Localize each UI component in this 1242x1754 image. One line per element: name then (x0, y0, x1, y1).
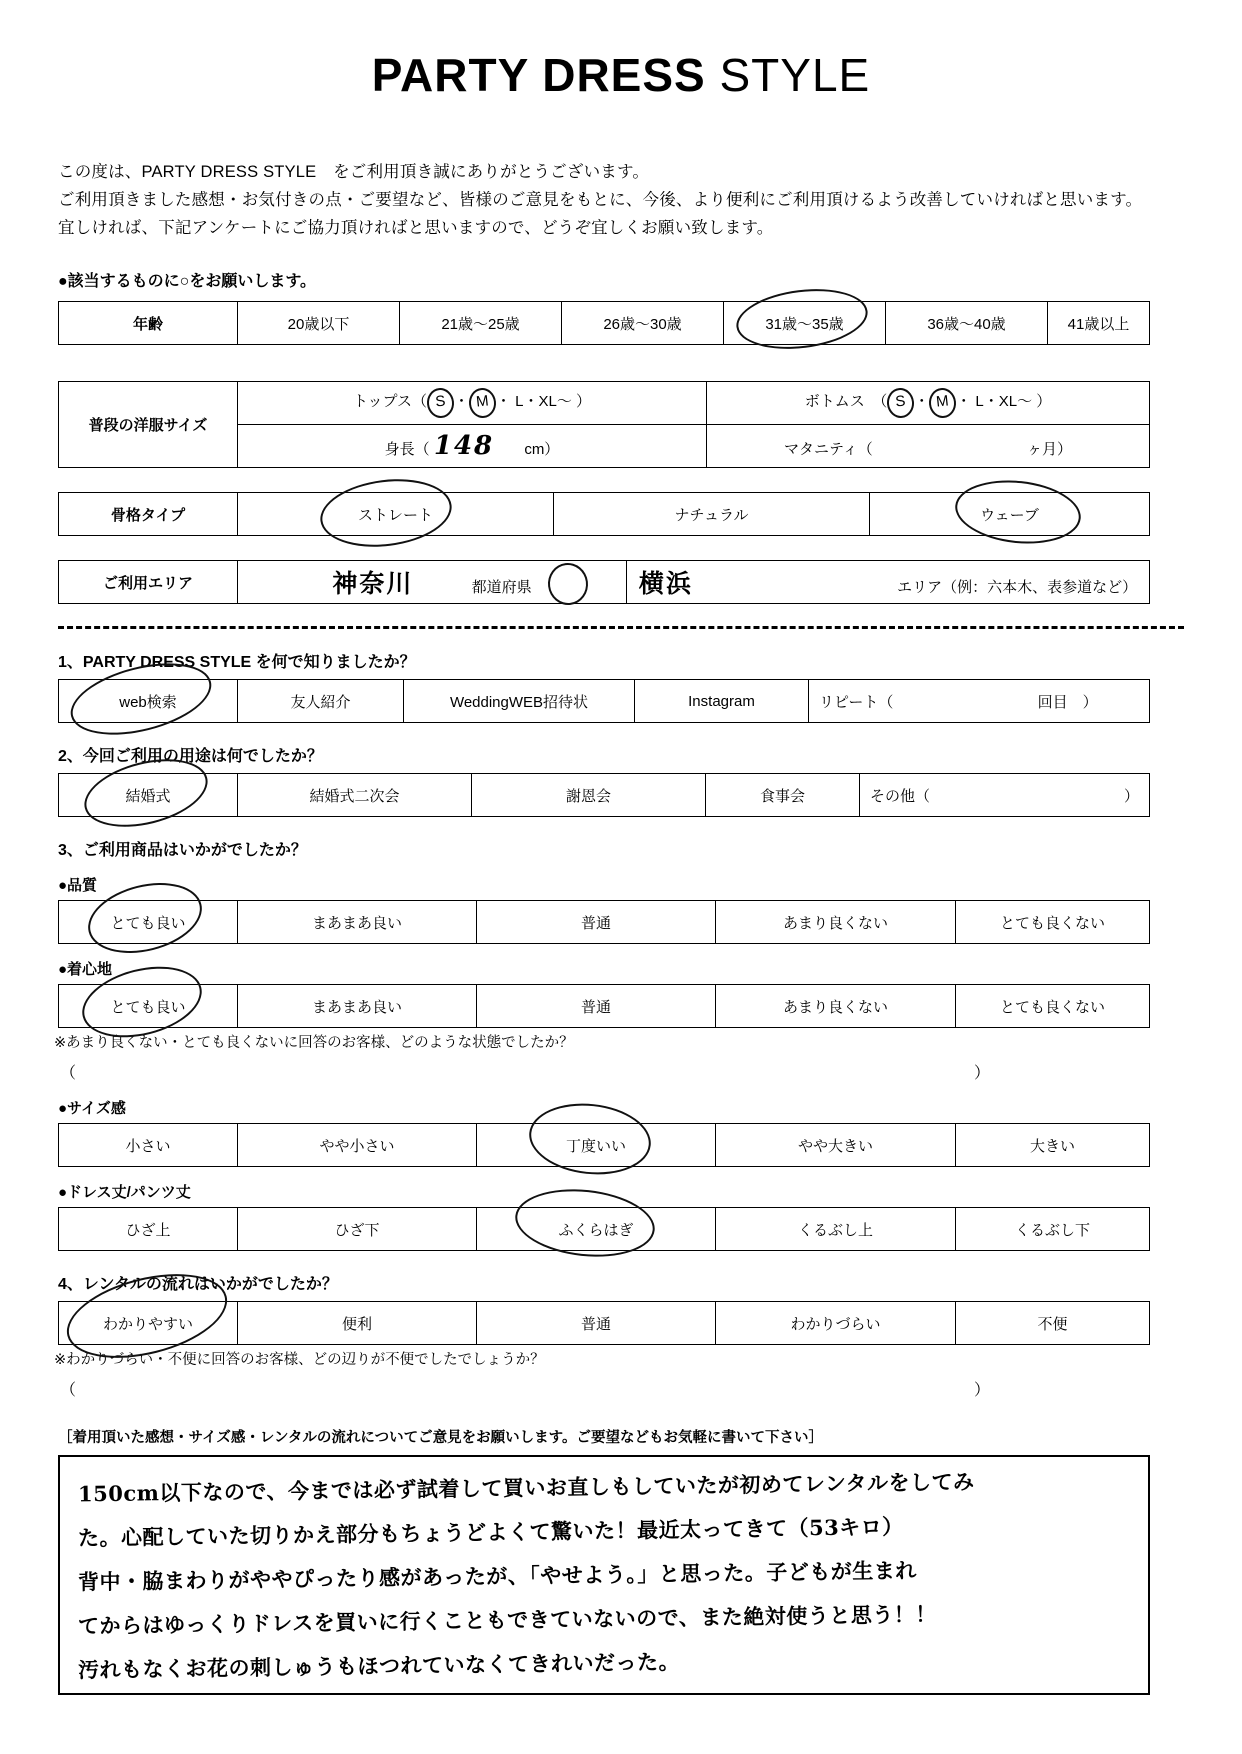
q2-other-close: ） (1123, 787, 1139, 805)
frame-type-label: 骨格タイプ (59, 493, 238, 536)
table-row (59, 1302, 1150, 1345)
free-comment-box[interactable] (58, 1455, 1150, 1695)
prefecture-suffix: 都道府県 (471, 579, 532, 596)
maternity-unit: ヶ月） (1026, 441, 1072, 458)
circle-instruction: ●該当するものに○をお願いします。 (58, 273, 317, 290)
page-title (0, 48, 1242, 102)
age-option-4[interactable]: 36歳〜40歳 (886, 302, 1048, 345)
table-row (59, 1124, 1150, 1167)
q4-note: ※わかりづらい・不便に回答のお客様、どの辺りが不便でしたでしょうか？ (54, 1352, 545, 1368)
height-cell[interactable] (238, 425, 707, 468)
q4-option-0[interactable] (59, 1302, 238, 1345)
prefecture-cell[interactable] (238, 561, 627, 604)
q2-option-afterparty[interactable]: 結婚式二次会 (238, 774, 472, 817)
quality-option-2[interactable]: 普通 (477, 901, 716, 944)
q1-repeat-close: 回目 ） (1037, 693, 1098, 711)
fit-option-0[interactable]: 小さい (59, 1124, 238, 1167)
q1-repeat-open: リピート（ (819, 693, 894, 711)
question-1-table (58, 679, 1150, 723)
question-4-table (58, 1301, 1150, 1345)
length-option-0[interactable]: ひざ上 (59, 1208, 238, 1251)
q2-option-thanksparty[interactable]: 謝恩会 (472, 774, 706, 817)
selection-circle-prefecture (546, 561, 591, 608)
quality-option-3[interactable]: あまり良くない (716, 901, 956, 944)
area-label: ご利用エリア (59, 561, 238, 604)
tops-prefix: トップス（ (353, 393, 427, 410)
frame-option-wave[interactable] (870, 493, 1150, 536)
age-option-0[interactable]: 20歳以下 (238, 302, 400, 345)
quality-option-0-label: とても良い (110, 914, 186, 932)
table-row (59, 382, 1150, 425)
free-comment-line-5: 汚れもなくお花の刺しゅうもほつれていなくてきれいだった。 (77, 1648, 681, 1683)
age-label: 年齢 (59, 302, 238, 345)
table-row (59, 1208, 1150, 1251)
question-2-title: 2、今回ご利用の用途は何でしたか？ (58, 748, 323, 765)
fit-option-2[interactable] (477, 1124, 716, 1167)
q4-option-3[interactable]: わかりづらい (716, 1302, 956, 1345)
question-3-title: 3、ご利用商品はいかがでしたか？ (58, 842, 307, 859)
age-option-3[interactable] (724, 302, 886, 345)
free-comment-line-2: た。心配していた切りかえ部分もちょうどよくて驚いた！最近太ってきて（53キロ） (77, 1513, 904, 1551)
quality-option-1[interactable]: まあまあ良い (238, 901, 477, 944)
q1-option-web-label: web検索 (119, 693, 177, 711)
frame-option-straight[interactable] (238, 493, 554, 536)
fit-option-1[interactable]: やや小さい (238, 1124, 477, 1167)
frame-option-wave-label: ウェーブ (980, 506, 1039, 524)
age-option-5[interactable]: 41歳以上 (1048, 302, 1150, 345)
brand-light: STYLE (719, 49, 871, 101)
tops-rest: ・ L・XL〜 ） (495, 393, 591, 410)
maternity-cell[interactable] (707, 425, 1150, 468)
length-option-2-label: ふくらはぎ (558, 1221, 634, 1239)
height-unit: cm） (524, 441, 560, 458)
city-value: 横浜 (638, 569, 693, 598)
length-option-4[interactable]: くるぶし下 (956, 1208, 1150, 1251)
table-row (59, 493, 1150, 536)
clothing-size-label: 普段の洋服サイズ (59, 382, 238, 468)
comfort-option-3[interactable]: あまり良くない (716, 985, 956, 1028)
q2-option-wedding[interactable] (59, 774, 238, 817)
free-comment-line-3: 背中・脇まわりがややぴったり感があったが、「やせよう。」と思った。子どもが生まれ (77, 1557, 917, 1595)
clothing-size-table (58, 381, 1150, 468)
fit-option-4[interactable]: 大きい (956, 1124, 1150, 1167)
quality-label: ●品質 (58, 877, 98, 894)
comfort-option-0[interactable] (59, 985, 238, 1028)
frame-option-natural[interactable]: ナチュラル (554, 493, 870, 536)
q2-option-other[interactable] (860, 774, 1150, 817)
length-label: ●ドレス丈/パンツ丈 (58, 1184, 191, 1201)
age-table (58, 301, 1150, 345)
fit-option-3[interactable]: やや大きい (716, 1124, 956, 1167)
brand-bold: PARTY DRESS (371, 49, 706, 101)
fit-table (58, 1123, 1150, 1167)
comfort-option-1[interactable]: まあまあ良い (238, 985, 477, 1028)
city-cell[interactable] (627, 561, 1150, 604)
area-table (58, 560, 1150, 604)
q4-close-paren: ） (973, 1382, 990, 1399)
q1-option-friend[interactable]: 友人紹介 (238, 680, 404, 723)
length-option-1[interactable]: ひざ下 (238, 1208, 477, 1251)
tops-size-s[interactable]: S (425, 387, 455, 420)
free-comment-line-4: てからはゆっくりドレスを買いに行くこともできていないので、また絶対使うと思う！！ (77, 1601, 937, 1639)
length-table (58, 1207, 1150, 1251)
comfort-option-0-label: とても良い (110, 998, 186, 1016)
length-option-3[interactable]: くるぶし上 (716, 1208, 956, 1251)
comfort-note: ※あまり良くない・とても良くないに回答のお客様、どのような状態でしたか？ (54, 1035, 574, 1051)
q4-open-paren: （ (60, 1382, 77, 1399)
question-1-title: 1、PARTY DRESS STYLE を何で知りましたか？ (58, 654, 416, 671)
maternity-label: マタニティ（ (784, 441, 873, 458)
quality-option-4[interactable]: とても良くない (956, 901, 1150, 944)
q1-option-repeat[interactable] (809, 680, 1150, 723)
comfort-answer-field[interactable] (60, 1060, 1120, 1083)
comfort-open-paren: （ (60, 1065, 77, 1082)
fit-label: ●サイズ感 (58, 1100, 126, 1117)
q4-option-2[interactable]: 普通 (477, 1302, 716, 1345)
height-label: 身長（ (384, 441, 430, 458)
table-row (59, 680, 1150, 723)
prefecture-value: 神奈川 (332, 569, 414, 598)
bottoms-prefix: ボトムス （ (804, 393, 888, 410)
bottoms-size-s[interactable]: S (886, 387, 916, 420)
tops-size-m[interactable]: M (467, 387, 497, 420)
tops-sep: ・ (453, 393, 469, 410)
free-comment-heading: ［着用頂いた感想・サイズ感・レンタルの流れについてご意見をお願いします。ご要望などもお気軽に書いて下さい］ (58, 1430, 823, 1446)
comfort-label: ●着心地 (58, 961, 113, 978)
question-4-title: 4、レンタルの流れはいかがでしたか？ (58, 1276, 338, 1293)
age-option-2[interactable]: 26歳〜30歳 (562, 302, 724, 345)
quality-option-0[interactable] (59, 901, 238, 944)
table-row (59, 561, 1150, 604)
frame-option-straight-label: ストレート (357, 506, 433, 524)
q4-answer-field[interactable] (60, 1377, 1120, 1400)
q1-option-weddingweb[interactable]: WeddingWEB招待状 (404, 680, 635, 723)
section-divider (58, 626, 1184, 629)
q1-option-instagram[interactable]: Instagram (635, 680, 809, 723)
intro-line-3: 宜しければ、下記アンケートにご協力頂ければと思いますので、どうぞ宜しくお願い致します。 (58, 219, 774, 237)
q4-option-1[interactable]: 便利 (238, 1302, 477, 1345)
bottoms-size-cell[interactable] (707, 382, 1150, 425)
free-comment-line-1: 150cm以下なので、今までは必ず試着して買いお直しもしていたが初めてレンタルをしてみ (77, 1468, 975, 1507)
comfort-option-4[interactable]: とても良くない (956, 985, 1150, 1028)
area-hint: エリア（例：六本木、表参道など） (897, 579, 1138, 596)
bottoms-rest: ・ L・XL〜 ） (956, 393, 1052, 410)
tops-size-cell[interactable] (238, 382, 707, 425)
height-value: 148 (433, 431, 495, 461)
table-row (59, 901, 1150, 944)
comfort-close-paren: ） (973, 1065, 990, 1082)
q4-option-4[interactable]: 不便 (956, 1302, 1150, 1345)
q1-option-web[interactable] (59, 680, 238, 723)
age-option-1[interactable]: 21歳〜25歳 (400, 302, 562, 345)
intro-line-1: この度は、PARTY DRESS STYLE をご利用頂き誠にありがとうございます。 (58, 163, 650, 181)
table-row (59, 985, 1150, 1028)
q4-option-0-label: わかりやすい (102, 1315, 193, 1333)
question-2-table (58, 773, 1150, 817)
comfort-table (58, 984, 1150, 1028)
quality-table (58, 900, 1150, 944)
bottoms-sep: ・ (914, 393, 930, 410)
intro-line-2: ご利用頂きました感想・お気付きの点・ご要望など、皆様のご意見をもとに、今後、より便利にご利用頂けるよう改善していければと思います。 (58, 191, 1143, 209)
intro-paragraph (58, 158, 1242, 242)
bottoms-size-m[interactable]: M (928, 387, 958, 420)
fit-option-2-label: 丁度いい (565, 1137, 626, 1155)
table-row (59, 774, 1150, 817)
length-option-2[interactable] (477, 1208, 716, 1251)
q2-option-dinner[interactable]: 食事会 (706, 774, 860, 817)
comfort-option-2[interactable]: 普通 (477, 985, 716, 1028)
frame-type-table (58, 492, 1150, 536)
table-row (59, 302, 1150, 345)
q2-other-open: その他（ (870, 787, 931, 805)
age-option-3-label: 31歳〜35歳 (765, 315, 844, 333)
q2-option-wedding-label: 結婚式 (125, 787, 171, 805)
